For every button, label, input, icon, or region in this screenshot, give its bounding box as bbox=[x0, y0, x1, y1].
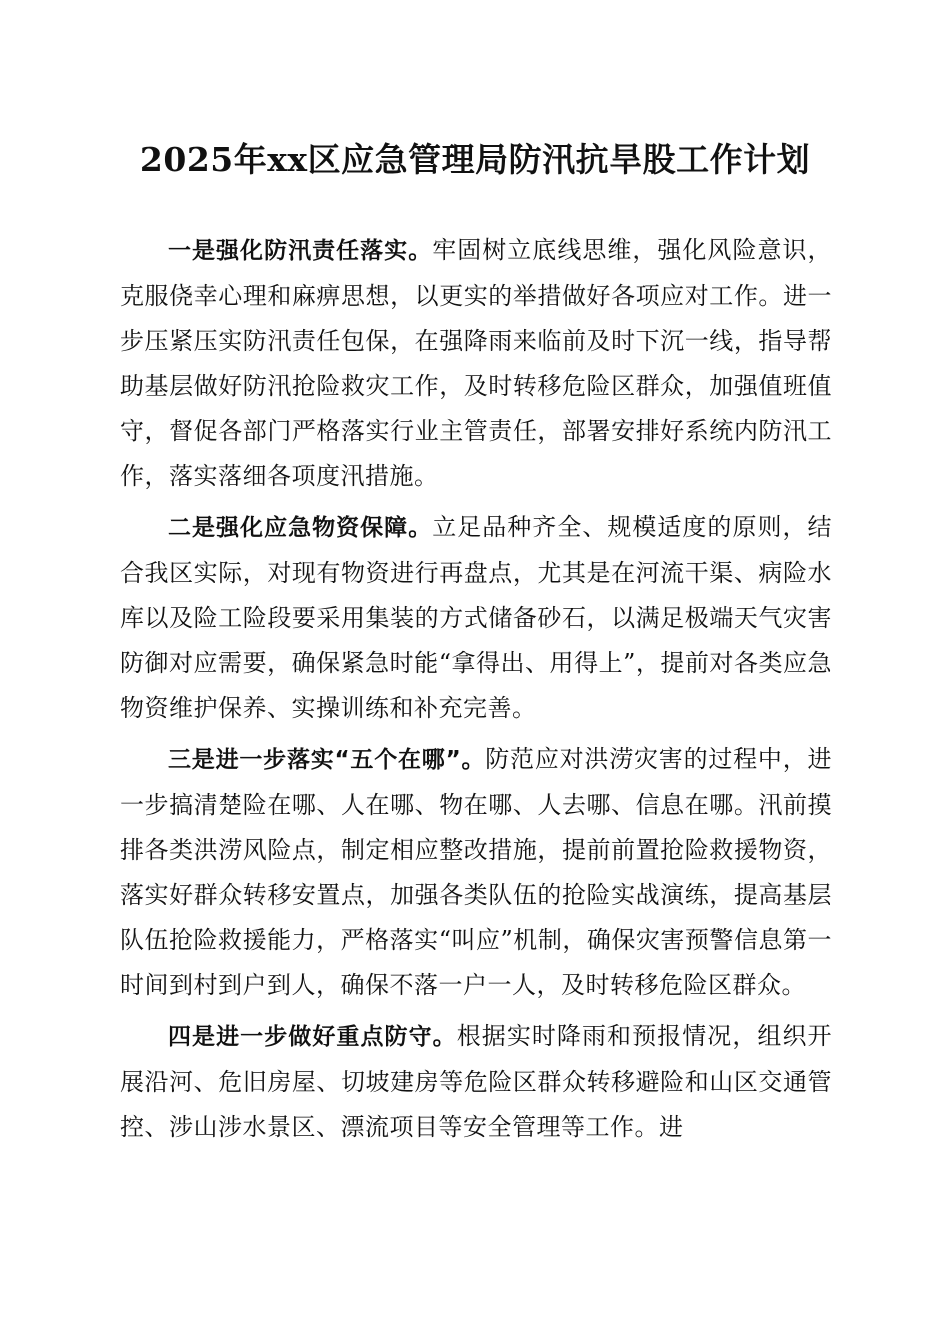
paragraph-3-text: 防范应对洪涝灾害的过程中，进一步搞清楚险在哪、人在哪、物在哪、人去哪、信息在哪。汛前摸排各类洪涝风险点，制定相应整改措施，提前前置抢险救援物资，落实好群众转移安置点，加强各类队伍的抢险实战演练，提高基层队伍抢险救援能力，严格落实“叫应”机制，确保灾害预警信息第一时间到村到户到人，确保不落一户一人，及时转移危险区群众。 bbox=[120, 745, 833, 999]
paragraph-4-heading: 四是进一步做好重点防守。 bbox=[168, 1024, 457, 1050]
paragraph-1-heading: 一是强化防汛责任落实。 bbox=[168, 238, 433, 264]
paragraph-3 bbox=[120, 737, 832, 1008]
paragraph-4 bbox=[120, 1014, 832, 1150]
document-title: 2025年xx区应急管理局防汛抗旱股工作计划 bbox=[139, 140, 811, 179]
paragraph-3-heading: 三是进一步落实“五个在哪”。 bbox=[168, 747, 486, 773]
paragraph-1-text: 牢固树立底线思维，强化风险意识，克服侥幸心理和麻痹思想，以更实的举措做好各项应对工作。进一步压紧压实防汛责任包保，在强降雨来临前及时下沉一线，指导帮助基层做好防汛抢险救灾工作，及时转移危险区群众，加强值班值守，督促各部门严格落实行业主管责任，部署安排好系统内防汛工作，落实落细各项度汛措施。 bbox=[120, 236, 833, 490]
paragraph-1 bbox=[120, 228, 832, 499]
document-body bbox=[120, 228, 832, 1156]
paragraph-2-text: 立足品种齐全、规模适度的原则，结合我区实际，对现有物资进行再盘点，尤其是在河流干渠、病险水库以及险工险段要采用集装的方式储备砂石，以满足极端天气灾害防御对应需要，确保紧急时能“拿得出、用得上”，提前对各类应急物资维护保养、实操训练和补充完善。 bbox=[120, 513, 833, 722]
paragraph-2 bbox=[120, 505, 832, 731]
paragraph-2-heading: 二是强化应急物资保障。 bbox=[168, 515, 433, 541]
paragraph-4-text: 根据实时降雨和预报情况，组织开展沿河、危旧房屋、切坡建房等危险区群众转移避险和山区交通管控、涉山涉水景区、漂流项目等安全管理等工作。进 bbox=[120, 1022, 833, 1141]
